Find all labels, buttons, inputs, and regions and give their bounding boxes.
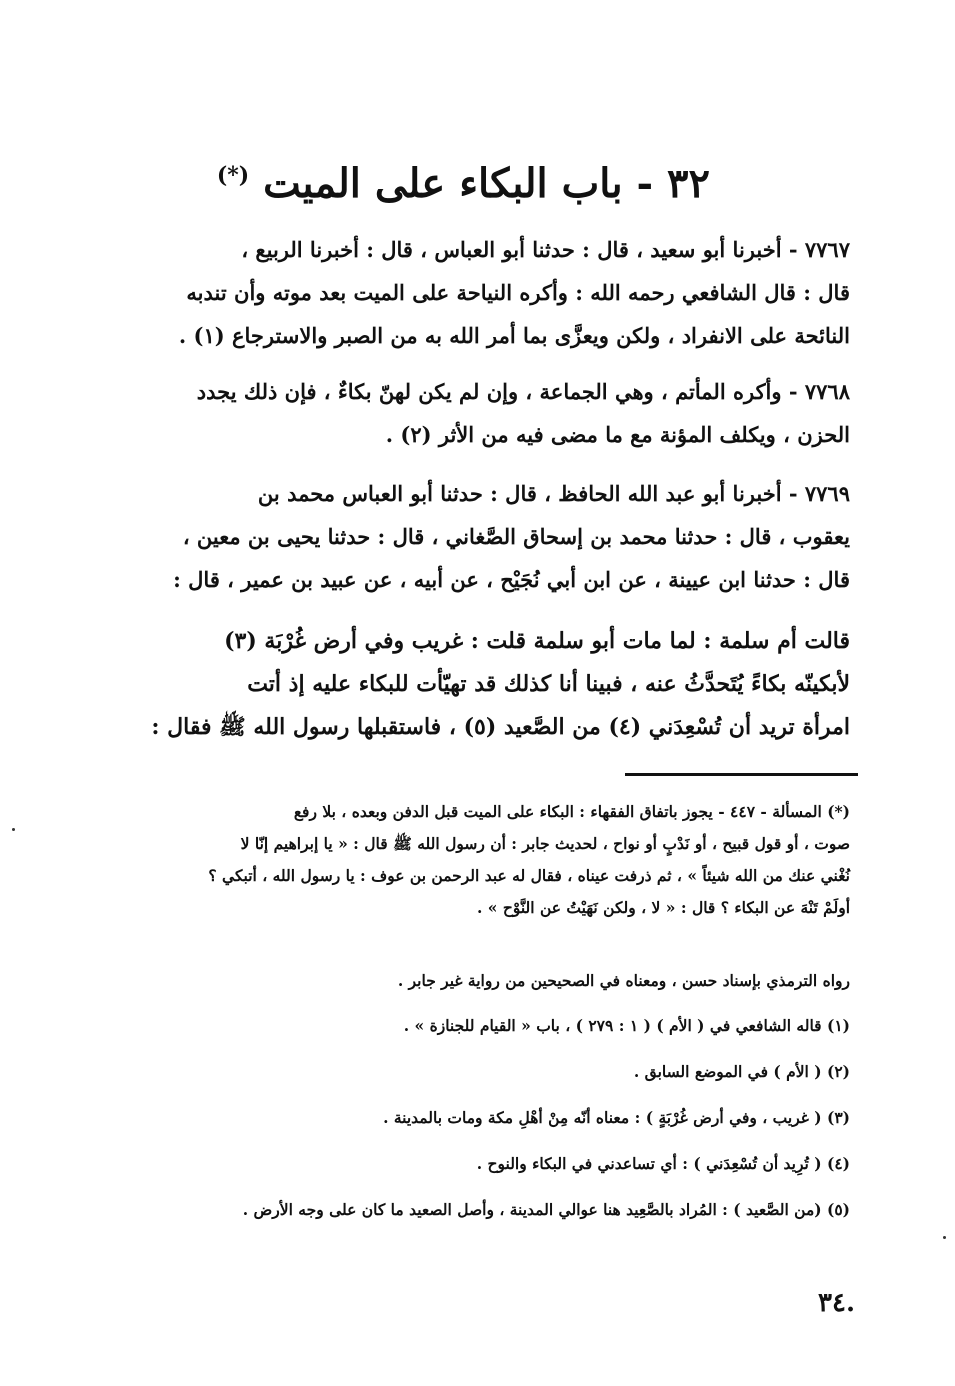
footnote-item-4: (٤) ( تُرِيد أن تُسْعِدَني ) : أي تساعدني في البكاء والنوح .: [476, 1154, 850, 1173]
chapter-title-footnote-mark: (*): [216, 162, 250, 189]
paragraph-7767: [105, 228, 850, 357]
footnote-narration: [105, 965, 850, 997]
footnote-main: [105, 796, 850, 924]
paragraph-umm-salama: [105, 620, 850, 749]
footnote-line: أولَمْ تَنْهَ عن البكاء ؟ قال : « لا ، ولكن نَهَيْتُ عن النَّوْح » .: [476, 898, 850, 917]
footnote-line: (*) المسألة - ٤٤٧ - يجوز باتفاق الفقهاء : البكاء على الميت قبل الدفن وبعده ، بلا رفع: [293, 802, 850, 821]
text-line: امرأة تريد أن تُسْعِدَني (٤) من الصَّعيد (٥) ، فاستقبلها رسول الله ﷺ فقال :: [151, 714, 850, 740]
text-line: ٧٧٦٧ - أخبرنا أبو سعيد ، قال : حدثنا أبو العباس ، قال : أخبرنا الربيع ،: [241, 237, 850, 262]
footnote-item-5: (٥) (من الصَّعيد ) : المُراد بالصَّعِيد هنا عوالي المدينة ، وأصل الصعيد ما كان على وجه الأرض .: [242, 1200, 850, 1219]
footnote-item-2: (٢) ( الأم ) في الموضع السابق .: [633, 1062, 850, 1081]
chapter-title-text: ٣٢ - باب البكاء على الميت: [263, 160, 710, 207]
footnote-item-1: (١) قاله الشافعي في ( الأم ) ( ١ : ٢٧٩ ) ، باب « القيام للجنازة » .: [403, 1016, 850, 1035]
main-text: [105, 370, 850, 456]
paragraph-7768: [105, 370, 850, 456]
page-number: ٣٤.: [818, 1288, 855, 1318]
text-line: النائحة على الانفراد ، ولكن ويعزَّى بما أمر الله به من الصبر والاسترجاع (١) .: [178, 323, 850, 348]
main-text: [105, 472, 850, 601]
chapter-title: [216, 160, 710, 207]
text-line: قال : حدثنا ابن عيينة ، عن ابن أبي نُجَيْح ، عن أبيه ، عن عبيد بن عمير ، قال :: [173, 567, 850, 592]
footnote-line: صوت ، أو قول قبيح ، أو نَدْبٍ أو نواح ، لحديث جابر : أن رسول الله ﷺ قال : « يا إبراهيم إنّا لا: [240, 834, 850, 853]
footnote-line: رواه الترمذي بإسناد حسن ، ومعناه في الصحيحين من رواية غير جابر .: [397, 971, 850, 990]
text-line: ٧٧٦٩ - أخبرنا أبو عبد الله الحافظ ، قال : حدثنا أبو العباس محمد بن: [257, 481, 850, 506]
footnote-line: نُغْني عنك من الله شيئاً » ، ثم ذرفت عيناه ، فقال له عبد الرحمن بن عوف : يا رسول الله ، أتبكي ؟: [208, 866, 850, 885]
footnote-list: [105, 1003, 850, 1233]
text-line: يعقوب ، قال : حدثنا محمد بن إسحاق الصَّغاني ، قال : حدثنا يحيى بن معين ،: [182, 524, 850, 549]
paragraph-7769: [105, 472, 850, 601]
text-line: قالت أم سلمة : لما مات أبو سلمة قلت : غريب وفي أرض غُرْبَة (٣): [224, 628, 850, 654]
scan-speck: [943, 1236, 946, 1239]
footnote-divider: [625, 773, 858, 776]
scan-speck: [12, 828, 15, 831]
text-line: الحزن ، ويكلف المؤنة مع ما مضى فيه من الأثر (٢) .: [385, 422, 850, 447]
main-text: [105, 228, 850, 357]
text-line: ٧٧٦٨ - وأكره المأتم ، وهي الجماعة ، وإن لم يكن لهنّ بكاءٌ ، فإن ذلك يجدد: [196, 379, 850, 404]
text-line: قال : قال الشافعي رحمه الله : وأكره النياحة على الميت بعد موته وأن تندبه: [186, 280, 850, 305]
main-text: [105, 620, 850, 749]
text-line: لأبكينّه بكاءً يُتَحدَّثُ عنه ، فبينا أنا كذلك قد تهيّأت للبكاء عليه إذ أتت: [247, 671, 850, 697]
footnote-item-3: (٣) ( غريب ، وفي أرض غُرْبَةٍ ) : معناه أنّه مِنْ أهْلِ مكة ومات بالمدينة .: [383, 1108, 850, 1127]
